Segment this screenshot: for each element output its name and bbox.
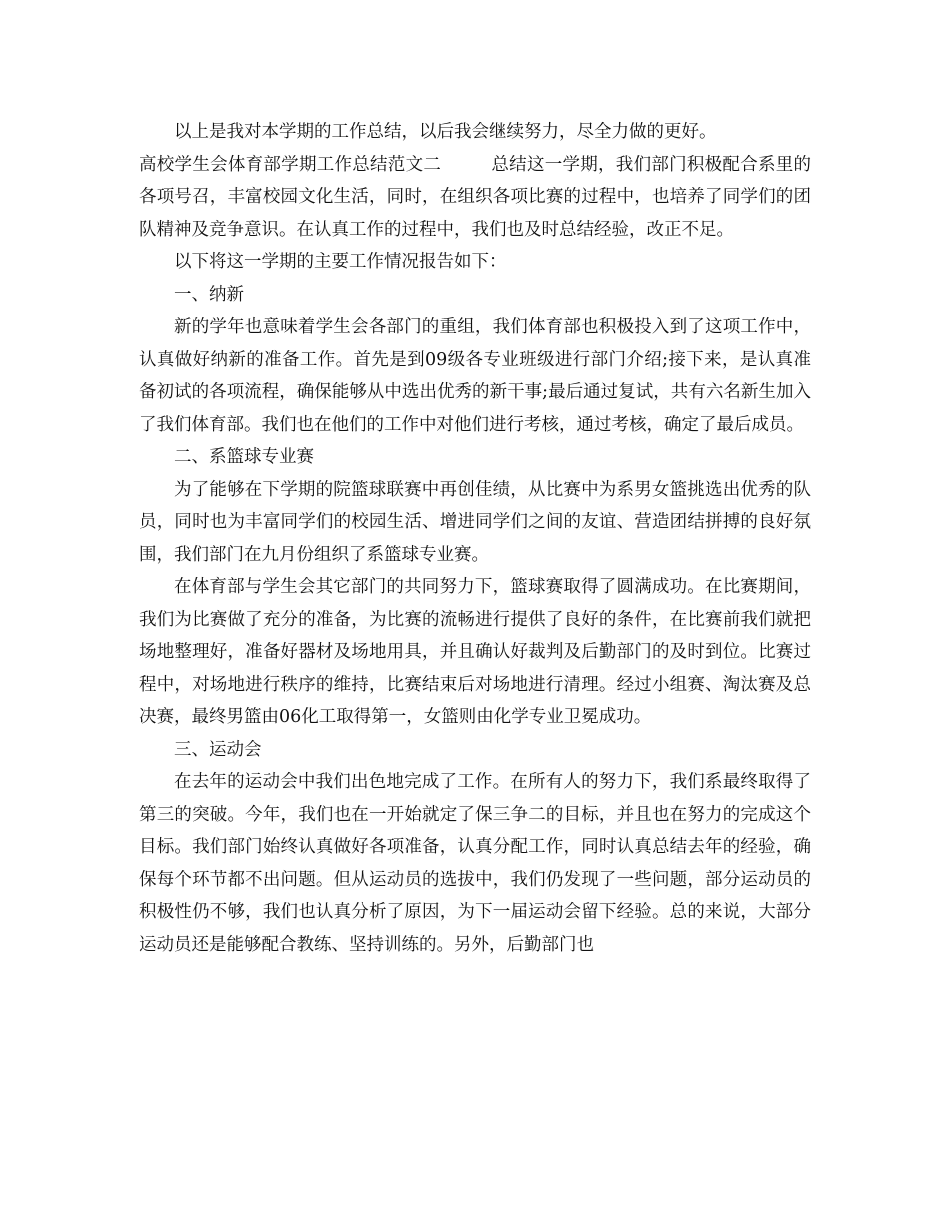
- document-body: [139, 116, 811, 961]
- section2-heading: 二、系篮球专业赛: [174, 447, 314, 467]
- report-intro-paragraph: 以下将这一学期的主要工作情况报告如下：: [174, 252, 507, 272]
- section2-paragraph-2: 在体育部与学生会其它部门的共同努力下，篮球赛取得了圆满成功。在比赛期间，我们为比赛做了充分的准备，为比赛的流畅进行提供了良好的条件，在比赛前我们就把场地整理好，准备好器材及场地用具，并且确认好裁判及后勤部门的及时到位。比赛过程中，对场地进行秩序的维持，比赛结束后对场地进行清理。经过小组赛、淘汰赛及总决赛，最终男篮由06化工取得第一，女篮则由化学专业卫冕成功。: [139, 577, 811, 727]
- opening-text: 总结这一学期，我们部门积极配合系里的各项号召，丰富校园文化生活，同时，在组织各项比赛的过程中，也培养了同学们的团队精神及竞争意识。在认真工作的过程中，我们也及时总结经验，改正不足。: [139, 154, 812, 240]
- section3-paragraph: 在去年的运动会中我们出色地完成了工作。在所有人的努力下，我们系最终取得了第三的突破。今年，我们也在一开始就定了保三争二的目标，并且也在努力的完成这个目标。我们部门始终认真做好各项准备，认真分配工作，同时认真总结去年的经验，确保每个环节都不出问题。但从运动员的选拔中，我们仍发现了一些问题，部分运动员的积极性仍不够，我们也认真分析了原因，为下一届运动会留下经验。总的来说，大部分运动员还是能够配合教练、坚持训练的。另外，后勤部门也: [139, 772, 811, 955]
- section1-heading: 一、纳新: [174, 284, 244, 305]
- section3-heading: 三、运动会: [174, 739, 262, 760]
- intro-paragraph: 以上是我对本学期的工作总结，以后我会继续努力，尽全力做的更好。: [174, 122, 717, 142]
- section1-paragraph: 新的学年也意味着学生会各部门的重组，我们体育部也积极投入到了这项工作中，认真做好纳新的准备工作。首先是到09级各专业班级进行部门介绍;接下来，是认真准备初试的各项流程，确保能够从中选出优秀的新干事;最后通过复试，共有六名新生加入了我们体育部。我们也在他们的工作中对他们进行考核，通过考核，确定了最后成员。: [139, 317, 811, 435]
- title-opening-paragraph: [139, 149, 811, 247]
- section2-paragraph-1: 为了能够在下学期的院篮球联赛中再创佳绩，从比赛中为系男女篮挑选出优秀的队员，同时也为丰富同学们的校园生活、增进同学们之间的友谊、营造团结拼搏的良好氛围，我们部门在九月份组织了系篮球专业赛。: [139, 479, 811, 565]
- document-title: 高校学生会体育部学期工作总结范文二: [139, 154, 442, 175]
